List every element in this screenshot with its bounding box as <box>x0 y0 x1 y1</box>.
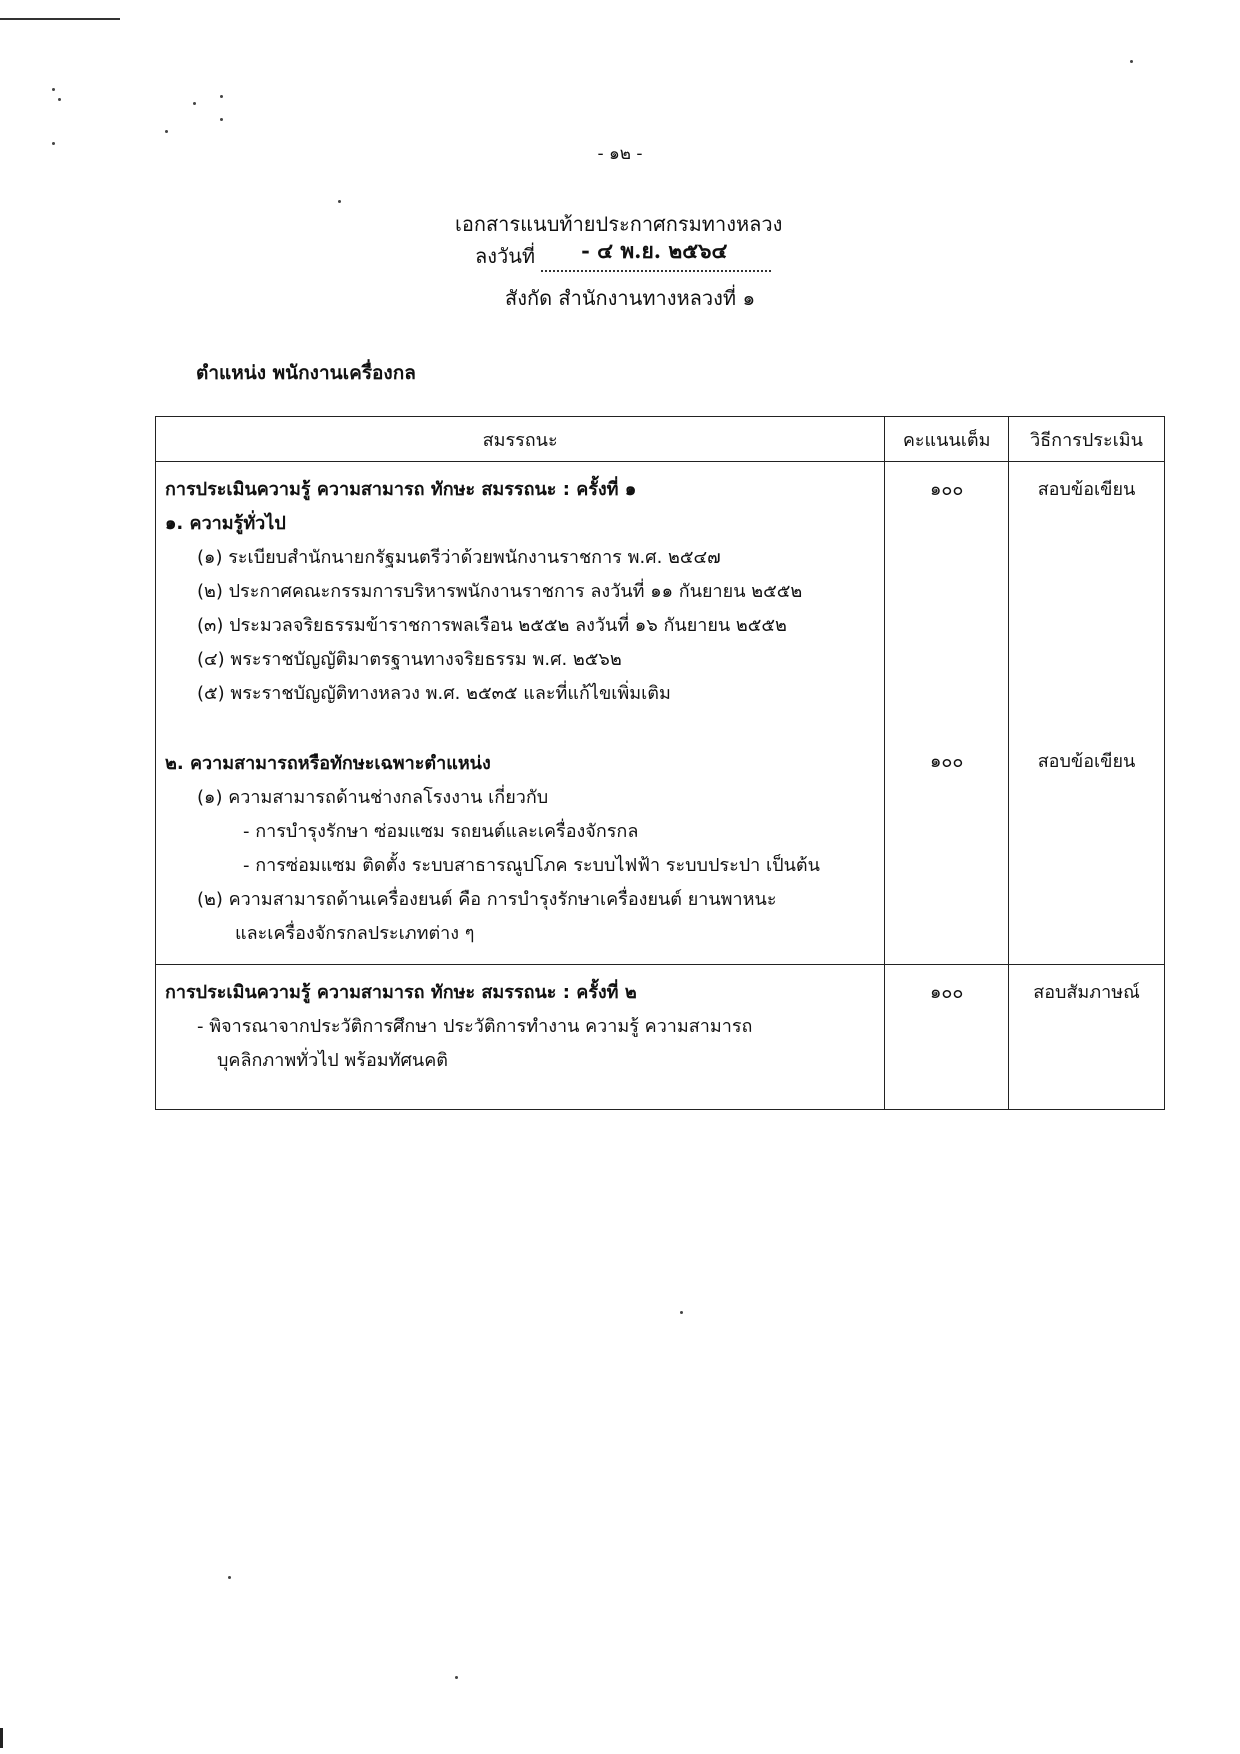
round1-competency-cell <box>156 462 885 965</box>
round1-method-cell <box>1009 462 1165 965</box>
scan-speck <box>52 88 55 91</box>
header-method: วิธีการประเมิน <box>1009 417 1165 462</box>
section1-item-3: (๓) ประมวลจริยธรรมข้าราชการพลเรือน ๒๕๕๒ ลงวันที่ ๑๖ กันยายน ๒๕๕๒ <box>197 615 787 636</box>
section1-item-4: (๔) พระราชบัญญัติมาตรฐานทางจริยธรรม พ.ศ. ๒๕๖๒ <box>197 649 622 670</box>
section1-item-2: (๒) ประกาศคณะกรรมการบริหารพนักงานราชการ ลงวันที่ ๑๑ กันยายน ๒๕๕๒ <box>197 581 803 602</box>
scan-speck <box>220 118 223 121</box>
round2-score: ๑๐๐ <box>929 982 964 1003</box>
section1-item-5: (๕) พระราชบัญญัติทางหลวง พ.ศ. ๒๕๓๕ และที่แก้ไขเพิ่มเติม <box>197 683 671 704</box>
scan-speck <box>338 200 341 203</box>
round2-line-1: - พิจารณาจากประวัติการศึกษา ประวัติการทำงาน ความรู้ ความสามารถ <box>197 1016 753 1037</box>
round1-score-cell <box>885 462 1009 965</box>
heading-title: เอกสารแนบท้ายประกาศกรมทางหลวง <box>455 212 783 236</box>
scan-speck <box>455 1676 458 1679</box>
scan-speck <box>220 95 223 98</box>
date-dotted-field <box>541 238 771 272</box>
section2-title: ๒. ความสามารถหรือทักษะเฉพาะตำแหน่ง <box>165 753 491 774</box>
page-number: - ๑๒ - <box>597 144 643 164</box>
scan-speck <box>680 1311 683 1314</box>
scan-speck <box>165 130 168 133</box>
round2-line-2: บุคลิกภาพทั่วไป พร้อมทัศนคติ <box>217 1050 448 1071</box>
section2-method: สอบข้อเขียน <box>1037 751 1136 772</box>
round2-title: การประเมินความรู้ ความสามารถ ทักษะ สมรรถนะ : ครั้งที่ ๒ <box>165 982 637 1003</box>
round2-method-cell <box>1009 965 1165 1110</box>
heading-affiliation: สังกัด สำนักงานทางหลวงที่ ๑ <box>505 286 756 310</box>
header-competency: สมรรถนะ <box>156 417 885 462</box>
section1-method: สอบข้อเขียน <box>1037 479 1136 500</box>
section2-item-2: (๒) ความสามารถด้านเครื่องยนต์ คือ การบำรุงรักษาเครื่องยนต์ ยานพาหนะ <box>197 889 777 910</box>
scan-corner-mark <box>0 1728 3 1748</box>
section1-title: ๑. ความรู้ทั่วไป <box>165 513 286 534</box>
scan-speck <box>193 102 196 105</box>
section1-item-1: (๑) ระเบียบสำนักนายกรัฐมนตรีว่าด้วยพนักงานราชการ พ.ศ. ๒๕๔๗ <box>197 547 721 568</box>
round1-title: การประเมินความรู้ ความสามารถ ทักษะ สมรรถนะ : ครั้งที่ ๑ <box>165 479 637 500</box>
position-title: ตำแหน่ง พนักงานเครื่องกล <box>196 362 416 384</box>
table-row-round-2 <box>156 965 1165 1110</box>
section2-item-2-cont: และเครื่องจักรกลประเภทต่าง ๆ <box>235 923 475 944</box>
competency-table <box>155 416 1165 1110</box>
table-row-round-1 <box>156 462 1165 965</box>
section2-item-1: (๑) ความสามารถด้านช่างกลโรงงาน เกี่ยวกับ <box>197 787 549 808</box>
table-header-row <box>156 417 1165 462</box>
round2-score-cell <box>885 965 1009 1110</box>
section2-subitem-1: - การบำรุงรักษา ซ่อมแซม รถยนต์และเครื่องจักรกล <box>243 821 639 842</box>
section2-score: ๑๐๐ <box>929 751 964 772</box>
scan-edge-line <box>0 18 120 20</box>
heading-date-line <box>475 240 771 272</box>
round2-competency-cell <box>156 965 885 1110</box>
section1-score: ๑๐๐ <box>929 479 964 500</box>
scan-speck <box>228 1576 231 1579</box>
header-full-score: คะแนนเต็ม <box>885 417 1009 462</box>
scan-speck <box>58 98 61 101</box>
scan-speck <box>1130 60 1133 63</box>
section2-subitem-2: - การซ่อมแซม ติดตั้ง ระบบสาธารณูปโภค ระบบไฟฟ้า ระบบประปา เป็นต้น <box>243 855 820 876</box>
round2-method: สอบสัมภาษณ์ <box>1033 982 1140 1003</box>
date-label: ลงวันที่ <box>475 244 536 268</box>
date-value: - ๔ พ.ย. ๒๕๖๔ <box>581 238 728 263</box>
